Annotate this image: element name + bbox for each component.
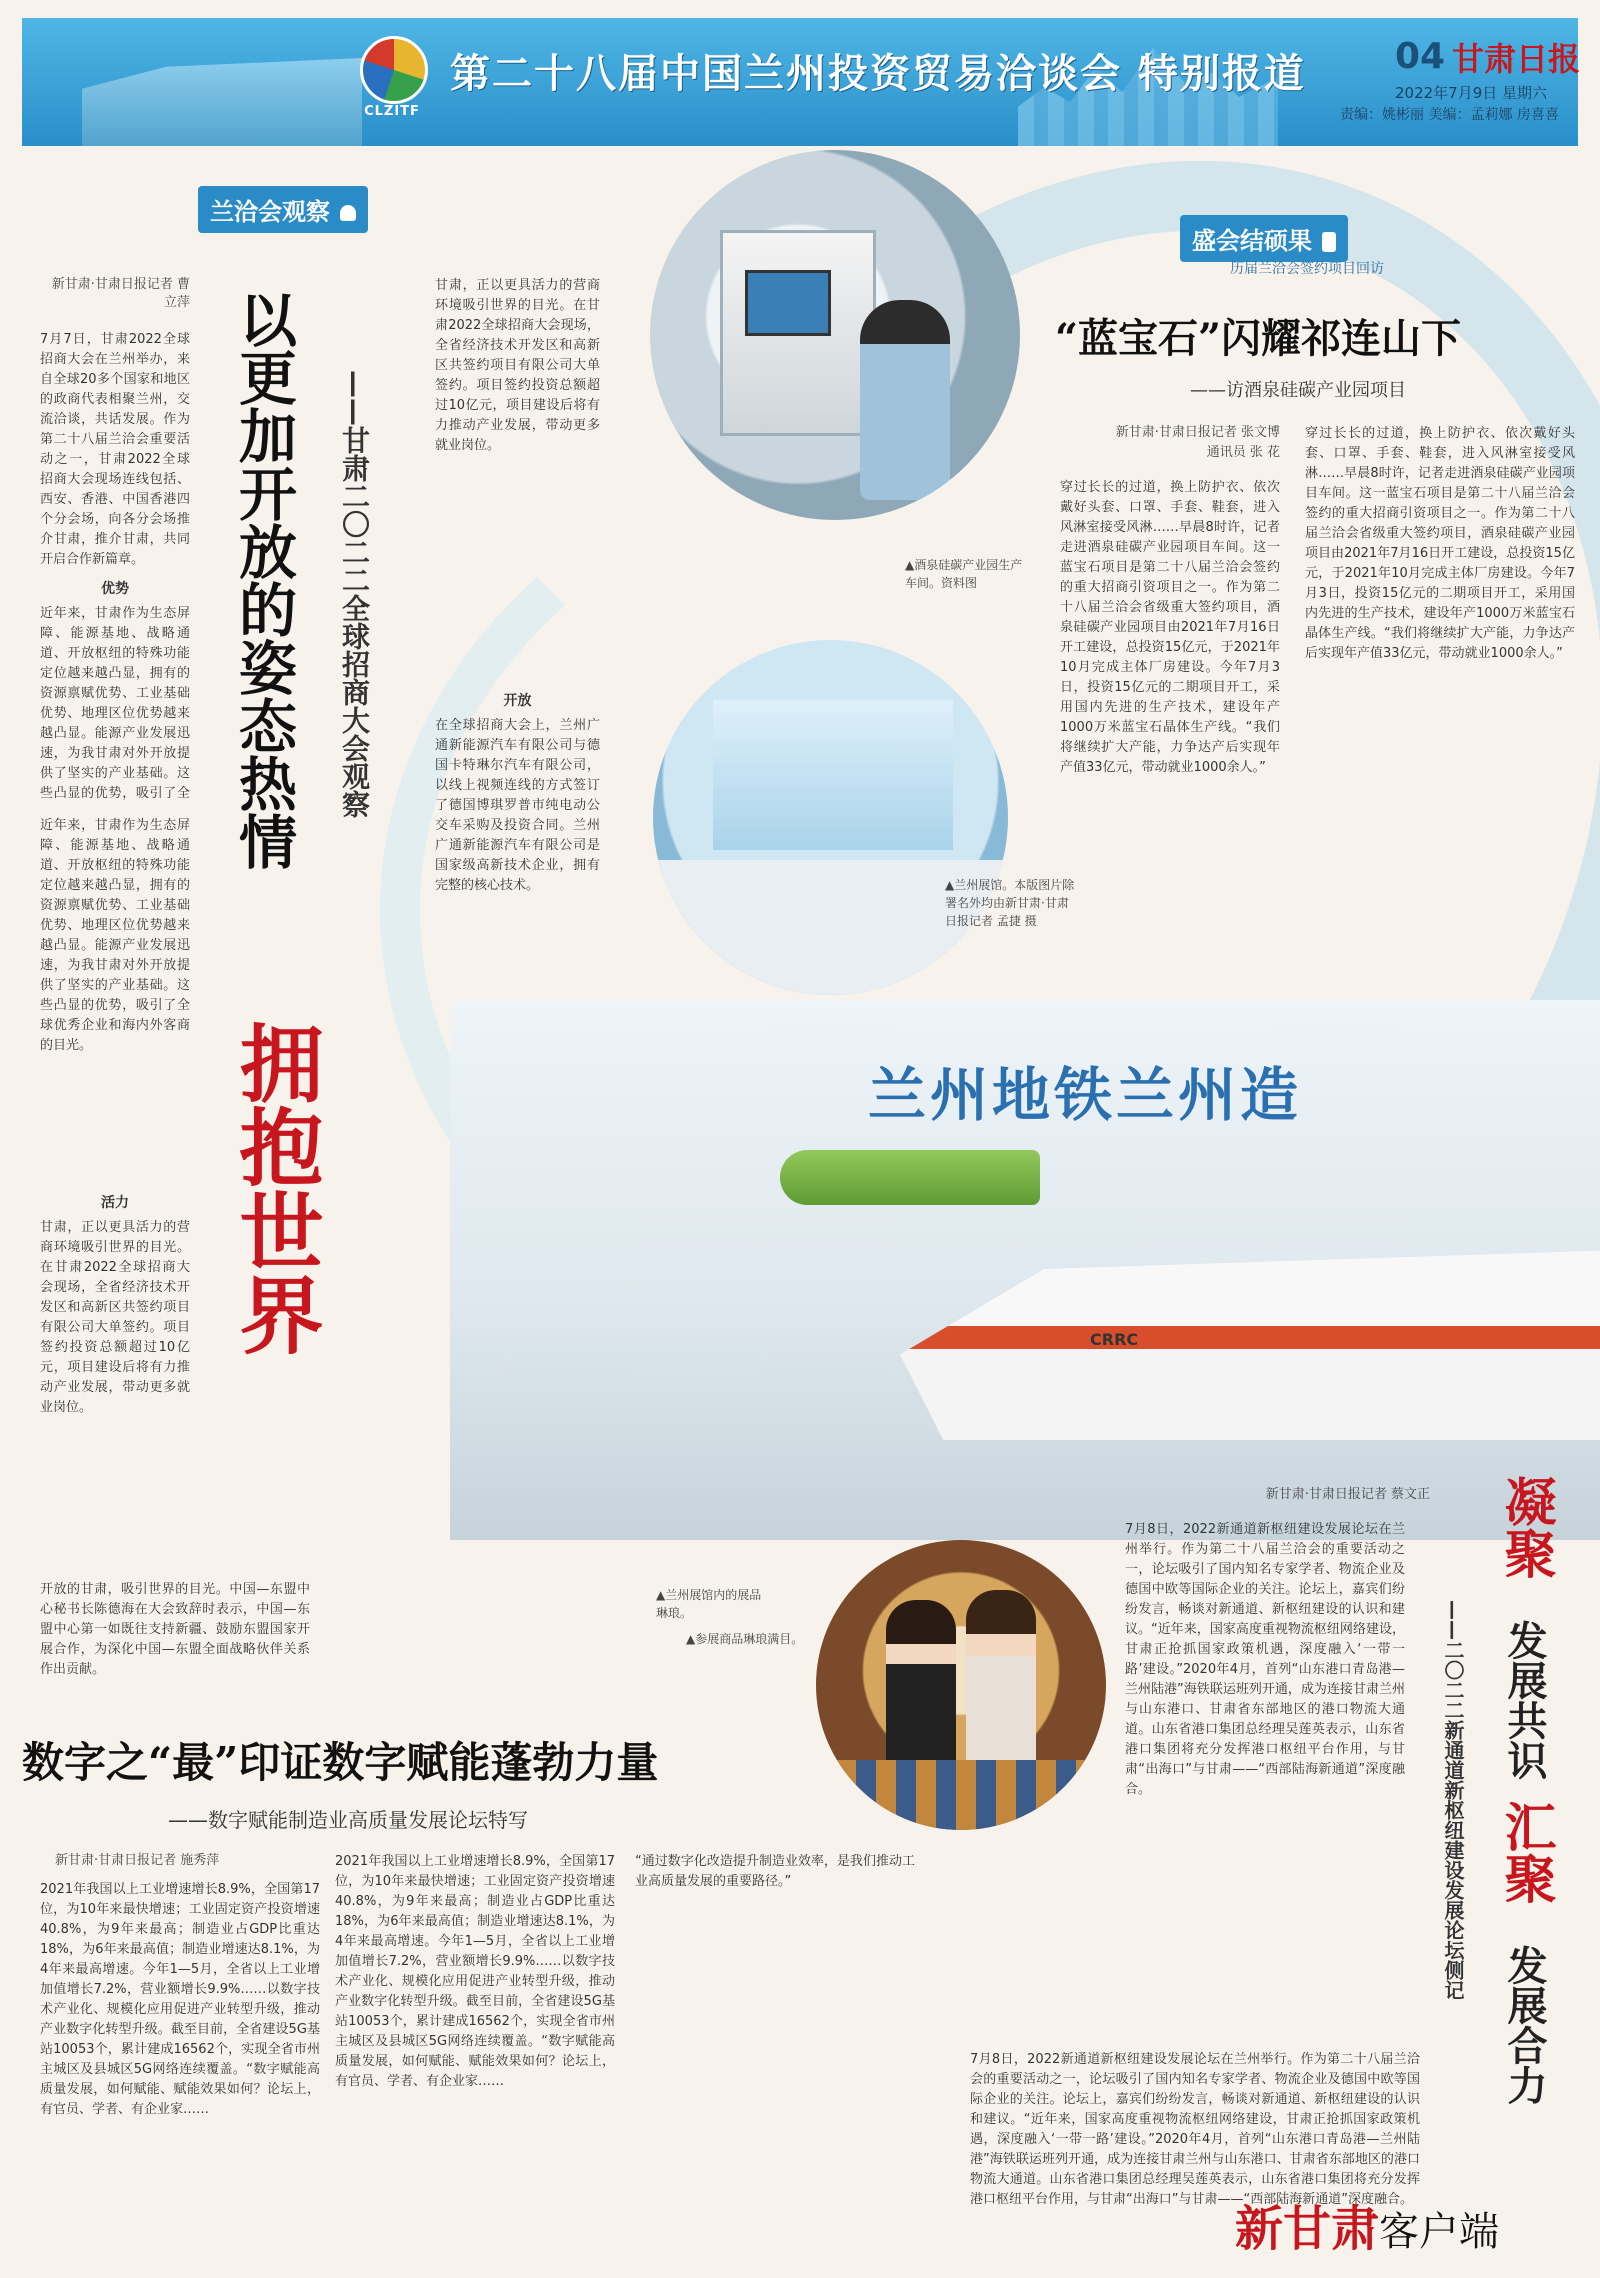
- article-text: 2021年我国以上工业增速增长8.9%，全国第17位，为10年来最快增速；工业固定资产投资增速40.8%，为9年来最高；制造业占GDP比重达18%，为6年来最高值；制造业增速达8.1%，为4年来最高增速。今年1—5月，全省以上工业增加值增长7.2%，营业额增长9.9%……以数字技术产业化、规模化应用促进产业转型升级，推动产业数字化转型升级。截至目前，全省建设5G基站10053个，累计建成16562个，实现全省市州主城区及县城区5G网络连续覆盖。“数字赋能高质量发展，如何赋能、赋能效果如何？论坛上，有官员、学者、有企业家……: [40, 1882, 320, 2117]
- article-byline: 新甘肃·甘肃日报记者 施秀萍: [55, 1853, 220, 1868]
- article-headline: 数字之“最”印证数字赋能蓬勃力量: [22, 1738, 659, 1787]
- headline-red-2: 汇聚: [1495, 1800, 1556, 1904]
- article-headline: “蓝宝石”闪耀祁连山下: [1055, 315, 1462, 362]
- section-text: 近年来，甘肃作为生态屏障、能源基地、战略通道、开放枢纽的特殊功能定位越来越凸显，拥有的资源禀赋优势、工业基础优势、地理区位优势越来越凸显。能源产业发展迅速，为我甘肃对外开放提供了坚实的产业基础。这些凸显的优势，吸引了全球优秀企业和海内外客商的目光。: [40, 818, 190, 1053]
- headline-black-1: 发展共识: [1501, 1620, 1547, 1780]
- crrc-logo: CRRC: [1090, 1330, 1139, 1349]
- article-subheadline: ——数字赋能制造业高质量发展论坛特写: [168, 1808, 528, 1832]
- phone-icon: [1322, 232, 1336, 252]
- section-heading: 优势: [101, 581, 129, 597]
- banner-title: 第二十八届中国兰州投资贸易洽谈会 特别报道: [450, 51, 1306, 97]
- section-tag-label: 兰洽会观察: [210, 198, 330, 226]
- article-byline: 新甘肃·甘肃日报记者 曹立萍: [51, 277, 190, 310]
- model-train-illustration: [780, 1150, 1040, 1205]
- article-text: 穿过长长的过道，换上防护衣、依次戴好头套、口罩、手套、鞋套，进入风淋室接受风淋……早晨8时许，记者走进酒泉硅碳产业园项目车间。这一蓝宝石项目是第二十八届兰洽会签约的重大招商引资项目之一。作为第二十八届兰洽会省级重大签约项目，酒泉硅碳产业园项目由2021年7月16日开工建设，总投资15亿元，于2021年10月完成主体厂房建设。今年7月3日，投资15亿元的二期项目开工，采用国内先进的生产技术，建设年产1000万米蓝宝石晶体生产线。“我们将继续扩大产能，力争达产后实现年产值33亿元，带动就业1000余人。”: [1060, 480, 1280, 775]
- article-byline: 新甘肃·甘肃日报记者 蔡文正: [1265, 1487, 1430, 1502]
- headline-red-1: 凝聚: [1495, 1475, 1556, 1579]
- page-number: 04: [1395, 36, 1446, 77]
- production-workshop-photo: [650, 150, 1020, 520]
- article-subheadline: ——访酒泉硅碳产业园项目: [1190, 380, 1406, 401]
- watermark-brand: 新甘肃: [1235, 2201, 1380, 2257]
- article-byline: 新甘肃·甘肃日报记者 张文博: [1115, 425, 1280, 440]
- article-text: 穿过长长的过道，换上防护衣、依次戴好头套、口罩、手套、鞋套，进入风淋室接受风淋……早晨8时许，记者走进酒泉硅碳产业园项目车间。这一蓝宝石项目是第二十八届兰洽会签约的重大招商引资项目之一。作为第二十八届兰洽会省级重大签约项目，酒泉硅碳产业园项目由2021年7月16日开工建设，总投资15亿元，于2021年10月完成主体厂房建设。今年7月3日，投资15亿元的二期项目开工，采用国内先进的生产技术，建设年产1000万米蓝宝石晶体生产线。“我们将继续扩大产能，力争达产后实现年产值33亿元，带动就业1000余人。”: [1305, 426, 1575, 661]
- article-text: 7月8日，2022新通道新枢纽建设发展论坛在兰州举行。作为第二十八届兰洽会的重要活动之一，论坛吸引了国内知名专家学者、物流企业及德国中欧等国际企业的关注。论坛上，嘉宾们纷纷发言，畅谈对新通道、新枢纽建设的认识和建议。“近年来，国家高度重视物流枢纽网络建设，甘肃正抢抓国家政策机遇，深度融入‘一带一路’建设。”2020年4月，首列“山东港口青岛港—兰州陆港”海铁联运班列开通，成为连接甘肃兰州与山东港口、甘肃省东部地区的港口物流大通道。山东省港口集团总经理吴莲英表示，山东省港口集团将充分发挥港口枢纽平台作用，与甘肃“出海口”与甘肃——“西部陆海新通道”深度融合。: [1125, 1522, 1405, 1797]
- newspaper-masthead: 甘肃日报: [1452, 40, 1581, 78]
- photo-caption: ▲兰州展馆。本版图片除署名外均由新甘肃·甘肃日报记者 孟捷 摄: [945, 878, 1075, 928]
- main-headline: 以更加开放的姿态热情: [229, 290, 297, 870]
- section-heading: 开放: [503, 693, 532, 709]
- exhibit-sign-text: 兰州地铁兰州造: [868, 1061, 1303, 1129]
- section-text: 甘肃，正以更具活力的营商环境吸引世界的目光。在甘肃2022全球招商大会现场，全省经济技术开发区和高新区共签约项目有限公司大单签约。项目签约投资总额超过10亿元，项目建设后将有力推动产业发展，带动更多就业岗位。: [435, 278, 600, 453]
- watermark-suffix: 客户端: [1379, 2209, 1500, 2255]
- section-heading: 活力: [101, 1195, 129, 1211]
- section-tag-label: 盛会结硕果: [1192, 227, 1312, 255]
- products-illustration: [816, 1760, 1106, 1830]
- section-tag-right: [1180, 215, 1348, 262]
- main-headline-emphasis: 拥抱世界: [226, 1020, 325, 1356]
- section-text: 在全球招商大会上，兰州广通新能源汽车有限公司与德国卡特琳尔汽车有限公司，以线上视频连线的方式签订了德国博琪罗普市纯电动公交车采购及投资合同。兰州广通新能源汽车有限公司是国家级高新技术企业，拥有完整的核心技术。: [435, 718, 600, 893]
- section-tag-subtitle: 历届兰洽会签约项目回访: [1230, 261, 1384, 277]
- issue-date: 2022年7月9日 星期六: [1395, 84, 1548, 102]
- section-tag-left: [198, 186, 368, 233]
- closing-text: 开放的甘肃，吸引世界的目光。中国—东盟中心秘书长陈德海在大会致辞时表示，中国—东盟中心第一如既往支持新疆、鼓励东盟国家开展合作，为深化中国—东盟全面战略伙伴关系作出贡献。: [40, 1582, 310, 1677]
- headline-subtitle: ——二〇二二新通道新枢纽建设发展论坛侧记: [1441, 1600, 1465, 2000]
- control-screen-illustration: [745, 270, 831, 336]
- photo-caption: ▲酒泉硅碳产业园生产车间。资料图: [905, 558, 1023, 590]
- article-text: 2021年我国以上工业增速增长8.9%，全国第17位，为10年来最快增速；工业固定资产投资增速40.8%，为9年来最高；制造业占GDP比重达18%，为6年来最高值；制造业增速达8.1%，为4年来最高增速。今年1—5月，全省以上工业增加值增长7.2%，营业额增长9.9%……以数字技术产业化、规模化应用促进产业转型升级，推动产业数字化转型升级。截至目前，全省建设5G基站10053个，累计建成16562个，实现全省市州主城区及县城区5G网络连续覆盖。“数字赋能高质量发展，如何赋能、赋能效果如何？论坛上，有官员、学者、有企业家……: [335, 1854, 615, 2089]
- exhibitors-photo: [816, 1540, 1106, 1830]
- hall-illustration: [713, 700, 953, 850]
- section-text: 甘肃，正以更具活力的营商环境吸引世界的目光。在甘肃2022全球招商大会现场，全省经济技术开发区和高新区共签约项目有限公司大单签约。项目签约投资总额超过10亿元，项目建设后将有力推动产业发展，带动更多就业岗位。: [40, 1220, 190, 1415]
- expo-logo-text: CLZITF: [364, 104, 420, 119]
- app-watermark: [1235, 2190, 1499, 2259]
- expo-logo-icon: [360, 36, 428, 104]
- worker-illustration: [860, 300, 950, 500]
- article-lead: 7月7日，甘肃2022全球招商大会在兰州举办，来自全球20多个国家和地区的政商代表相聚兰州，交流洽谈，共话发展。作为第二十八届兰洽会重要活动之一，甘肃2022全球招商大会现场连线包括、西安、香港、中国香港四个分会场，向各分会场推介甘肃，推介甘肃，共同开启合作新篇章。: [40, 332, 190, 567]
- section-text: 近年来，甘肃作为生态屏障、能源基地、战略通道、开放枢纽的特殊功能定位越来越凸显，拥有的资源禀赋优势、工业基础优势、地理区位优势越来越凸显。能源产业发展迅速，为我甘肃对外开放提供了坚实的产业基础。这些凸显的优势，吸引了全: [40, 606, 190, 801]
- article-text: 7月8日，2022新通道新枢纽建设发展论坛在兰州举行。作为第二十八届兰洽会的重要活动之一，论坛吸引了国内知名专家学者、物流企业及德国中欧等国际企业的关注。论坛上，嘉宾们纷纷发言，畅谈对新通道、新枢纽建设的认识和建议。“近年来，国家高度重视物流枢纽网络建设，甘肃正抢抓国家政策机遇，深度融入‘一带一路’建设。”2020年4月，首列“山东港口青岛港—兰州陆港”海铁联运班列开通，成为连接甘肃兰州与山东港口、甘肃省东部地区的港口物流大通道。山东省港口集团总经理吴莲英表示，山东省港口集团将充分发挥港口枢纽平台作用，与甘肃“出海口”与甘肃——“西部陆海新通道”深度融合。: [970, 2052, 1420, 2207]
- main-subheadline: ——甘肃二〇二二全球招商大会观察: [338, 370, 371, 818]
- photo-caption: ▲兰州展馆内的展品琳琅。: [656, 1588, 762, 1620]
- article-byline-2: 通讯员 张 花: [1206, 445, 1280, 460]
- photo-caption: ▲参展商品琳琅满目。: [686, 1632, 804, 1646]
- headline-black-2: 发展合力: [1501, 1945, 1547, 2105]
- editor-credits: 责编：姚彬丽 美编：孟莉娜 房喜喜: [1340, 107, 1559, 123]
- article-quote: “通过数字化改造提升制造业效率，是我们推动工业高质量发展的重要路径。”: [635, 1854, 915, 1889]
- person-icon: [340, 205, 356, 221]
- exhibition-hall-photo: [653, 640, 1008, 995]
